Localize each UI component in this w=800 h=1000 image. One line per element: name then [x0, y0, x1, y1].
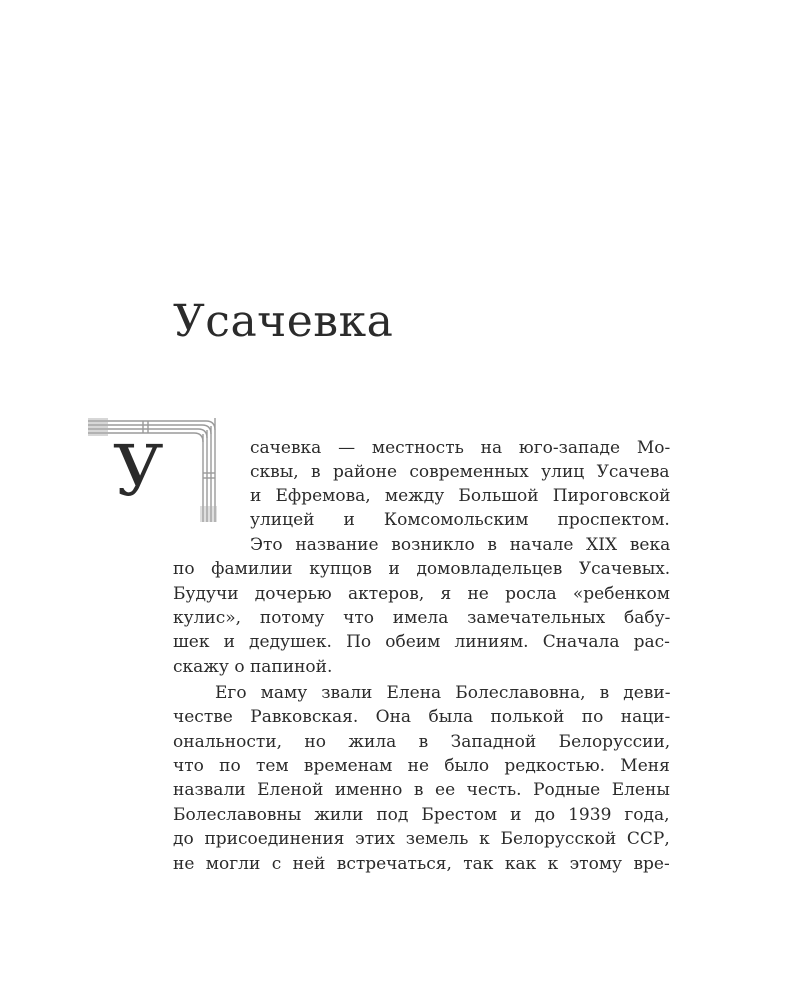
text-line: Болеславовны жили под Брестом и до 1939 года, — [173, 805, 670, 825]
text-line: сквы, в районе современных улиц Усачева — [250, 462, 670, 482]
chapter-title: Усачевка — [173, 296, 394, 347]
text-line: по фамилии купцов и домовладельцев Усачевых. — [173, 559, 671, 579]
text-line: что по тем временам не было редкостью. Меня — [173, 756, 670, 776]
text-line: ональности, но жила в Западной Белоруссии, — [173, 732, 671, 752]
text-line: Это название возникло в начале XIX века — [250, 535, 671, 555]
text-line: Его маму звали Елена Болеславовна, в деви- — [215, 683, 671, 703]
text-line: и Ефремова, между Большой Пироговской — [250, 486, 671, 506]
text-line: кулис», потому что имела замечательных бабу- — [173, 608, 671, 628]
text-line: честве Равковская. Она была полькой по наци- — [173, 707, 671, 727]
drop-cap-ornament — [88, 418, 218, 523]
text-line: до присоединения этих земель к Белорусской ССР, — [173, 829, 670, 849]
text-line: не могли с ней встречаться, так как к этому вре- — [173, 854, 670, 874]
text-line: скажу о папиной. — [173, 657, 333, 677]
text-line: сачевка — местность на юго-западе Мо- — [250, 438, 671, 458]
text-line: назвали Еленой именно в ее честь. Родные Елены — [173, 780, 670, 800]
text-line: Будучи дочерью актеров, я не росла «ребенком — [173, 584, 670, 604]
drop-cap-letter: У — [113, 430, 164, 512]
text-line: шек и дедушек. По обеим линиям. Сначала рас- — [173, 632, 670, 652]
text-line: улицей и Комсомольским проспектом. — [250, 510, 670, 530]
